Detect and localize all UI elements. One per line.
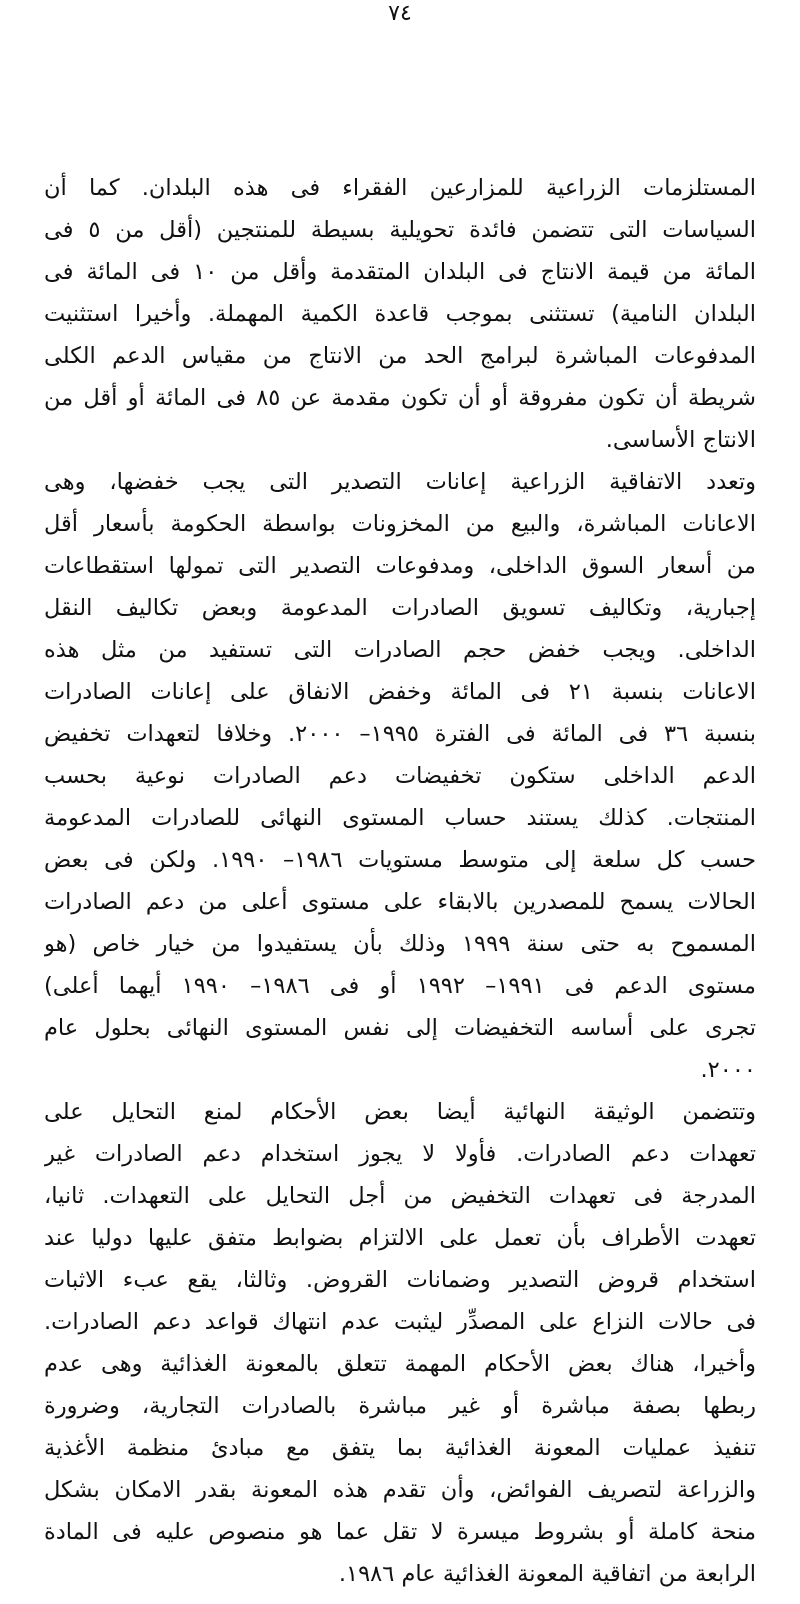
text-line: المسموح به حتى سنة ١٩٩٩ وذلك بأن يستفيدوا من خيار خاص (هو (44, 931, 756, 957)
text-line: البلدان النامية) تستثنى بموجب قاعدة الكمية المهملة. وأخيرا استثنيت (44, 301, 756, 327)
text-line: بنسبة ٣٦ فى المائة فى الفترة ١٩٩٥– ٢٠٠٠. وخلافا لتعهدات تخفيض (44, 721, 756, 747)
text-line: إجبارية، وتكاليف تسويق الصادرات المدعومة وبعض تكاليف النقل (44, 595, 756, 621)
text-line: تعهدات دعم الصادرات. فأولا لا يجوز استخدام دعم الصادرات غير (44, 1141, 756, 1167)
text-line: المنتجات. كذلك يستند حساب المستوى النهائى للصادرات المدعومة (44, 805, 756, 831)
text-line: تجرى على أساسه التخفيضات إلى نفس المستوى النهائى بحلول عام (44, 1015, 756, 1041)
text-line: ربطها بصفة مباشرة أو غير مباشرة بالصادرات التجارية، وضرورة (44, 1393, 756, 1419)
text-line: المائة من قيمة الانتاج فى البلدان المتقدمة وأقل من ١٠ فى المائة فى (44, 259, 756, 285)
text-line: وتتضمن الوثيقة النهائية أيضا بعض الأحكام لمنع التحايل على (44, 1099, 756, 1125)
page-number: ٧٤ (388, 1, 412, 26)
text-line: منحة كاملة أو بشروط ميسرة لا تقل عما هو منصوص عليه فى المادة (44, 1519, 756, 1545)
paragraph-1 (44, 167, 756, 461)
text-line: الاعانات المباشرة، والبيع من المخزونات بواسطة الحكومة بأسعار أقل (44, 511, 756, 537)
text-line: تنفيذ عمليات المعونة الغذائية بما يتفق مع مبادئ منظمة الأغذية (44, 1435, 756, 1461)
text-line: شريطة أن تكون مفروقة أو أن تكون مقدمة عن ٨٥ فى المائة أو أقل من (44, 385, 756, 411)
text-line: استخدام قروض التصدير وضمانات القروض. وثالثا، يقع عبء الاثبات (44, 1267, 756, 1293)
text-line: الانتاج الأساسى. (605, 427, 756, 453)
paragraph-2 (44, 461, 756, 1091)
text-line: الرابعة من اتفاقية المعونة الغذائية عام ١٩٨٦. (338, 1561, 756, 1587)
text-line: فى حالات النزاع على المصدِّر ليثبت عدم انتهاك قواعد دعم الصادرات. (44, 1309, 756, 1335)
text-line: المستلزمات الزراعية للمزارعين الفقراء فى هذه البلدان. كما أن (44, 175, 756, 201)
text-line: الحالات يسمح للمصدرين بالابقاء على مستوى أعلى من دعم الصادرات (44, 889, 756, 915)
text-line: المدرجة فى تعهدات التخفيض من أجل التحايل على التعهدات. ثانيا، (44, 1183, 756, 1209)
paragraph-3 (44, 1091, 756, 1595)
text-line: من أسعار السوق الداخلى، ومدفوعات التصدير التى تمولها استقطاعات (44, 553, 756, 579)
text-line: ٢٠٠٠. (700, 1057, 756, 1083)
text-line: تعهدت الأطراف بأن تعمل على الالتزام بضوابط متفق عليها دوليا عند (44, 1225, 756, 1251)
text-line: وأخيرا، هناك بعض الأحكام المهمة تتعلق بالمعونة الغذائية وهى عدم (44, 1351, 756, 1377)
text-line: والزراعة لتصريف الفوائض، وأن تقدم هذه المعونة بقدر الامكان بشكل (44, 1477, 756, 1503)
text-line: السياسات التى تتضمن فائدة تحويلية بسيطة للمنتجين (أقل من ٥ فى (44, 217, 756, 243)
text-line: الاعانات بنسبة ٢١ فى المائة وخفض الانفاق على إعانات الصادرات (44, 679, 756, 705)
text-line: المدفوعات المباشرة لبرامج الحد من الانتاج من مقياس الدعم الكلى (44, 343, 756, 369)
text-line: الدعم الداخلى ستكون تخفيضات دعم الصادرات نوعية بحسب (44, 763, 756, 789)
body-text (44, 167, 756, 1595)
text-line: وتعدد الاتفاقية الزراعية إعانات التصدير التى يجب خفضها، وهى (44, 469, 756, 495)
text-line: الداخلى. ويجب خفض حجم الصادرات التى تستفيد من مثل هذه (44, 637, 756, 663)
text-line: حسب كل سلعة إلى متوسط مستويات ١٩٨٦– ١٩٩٠. ولكن فى بعض (44, 847, 756, 873)
text-line: مستوى الدعم فى ١٩٩١– ١٩٩٢ أو فى ١٩٨٦– ١٩٩٠ أيهما أعلى) (44, 973, 756, 999)
